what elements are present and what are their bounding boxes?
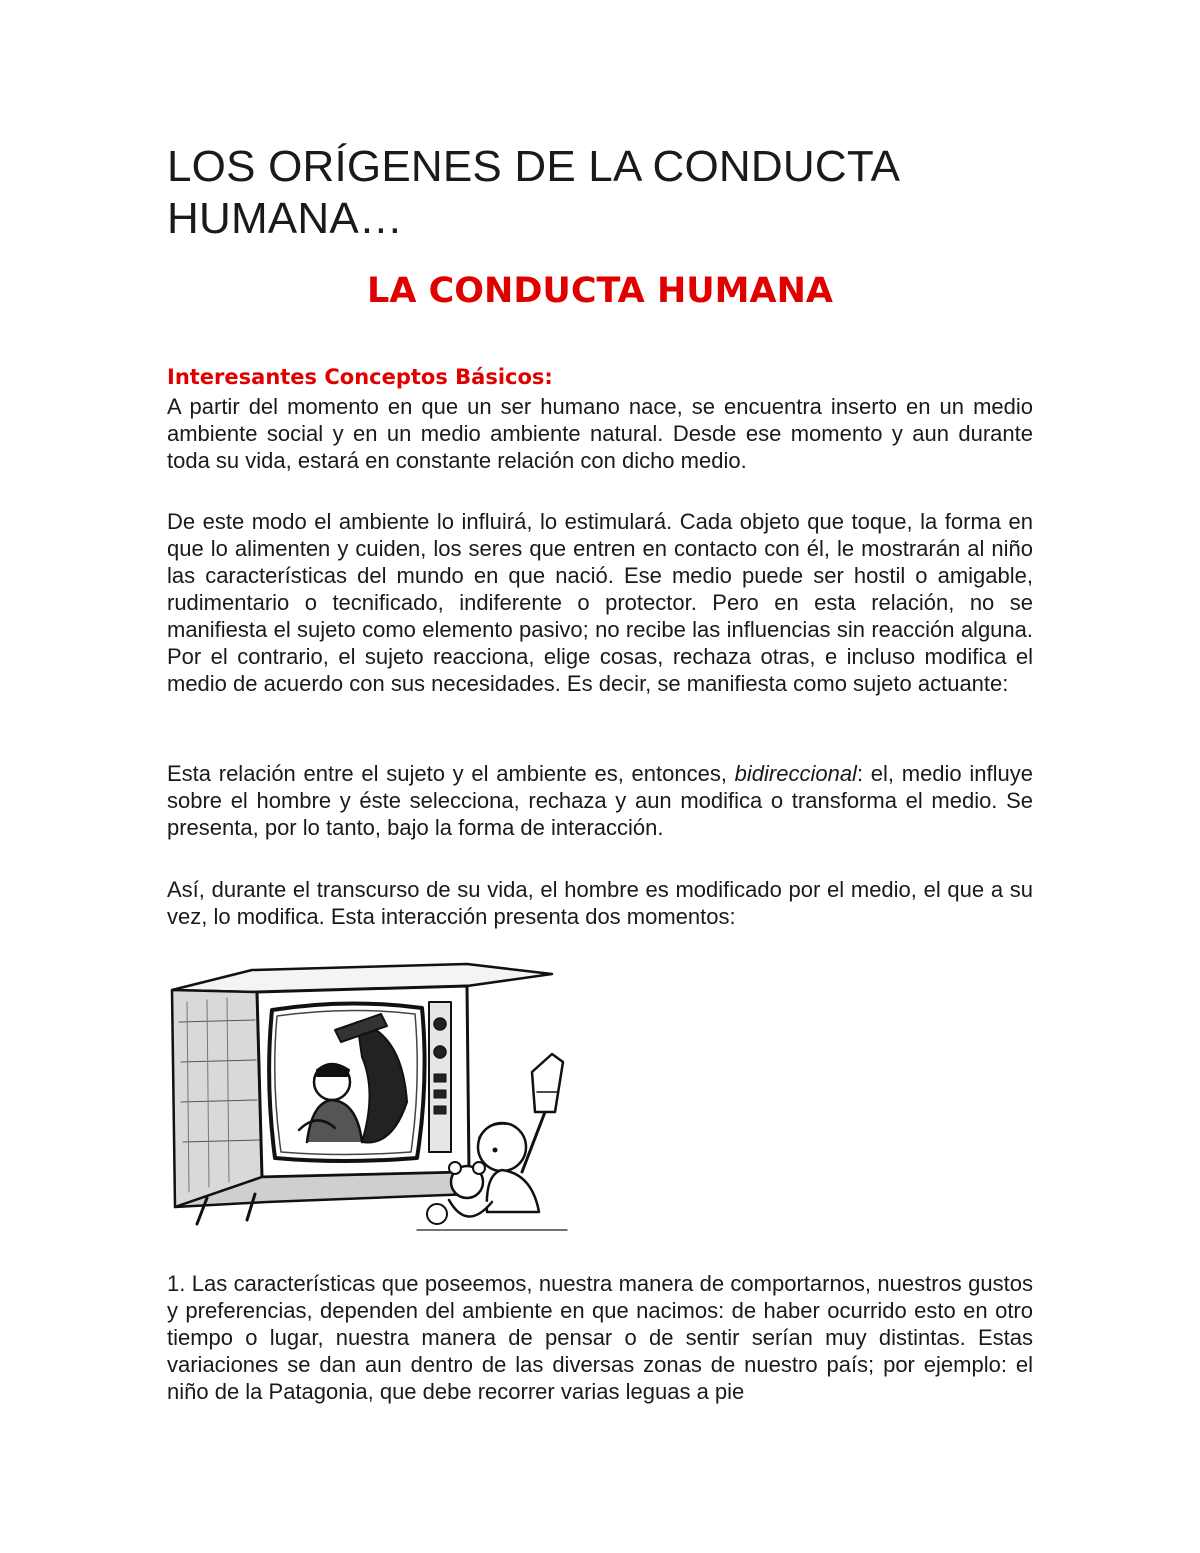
section-heading: Interesantes Conceptos Básicos: (167, 365, 553, 389)
paragraph-5: 1. Las características que poseemos, nuestra manera de comportarnos, nuestros gustos y preferencias, dependen del ambiente en que nacimos: de haber ocurrido esto en otro tiempo o lugar, nuestra manera de pensar o de sentir serían muy distintas. Estas variaciones se dan aun dentro de las diversas zonas de nuestro país; por ejemplo: el niño de la Patagonia, que debe recorrer varias leguas a pie (167, 1271, 1033, 1404)
paragraph-2: De este modo el ambiente lo influirá, lo estimulará. Cada objeto que toque, la forma en que lo alimenten y cuiden, los seres que entren en contacto con él, le mostrarán al niño las características del mundo en que nació. Ese medio puede ser hostil o amigable, rudimentario o tecnificado, indiferente o protector. Pero en esta relación, no se manifiesta el sujeto como elemento pasivo; no recibe las influencias sin reacción alguna. Por el contrario, el sujeto reacciona, elige cosas, rechaza otras, e incluso modifica el medio de acuerdo con sus necesidades. Es decir, se manifiesta como sujeto actuante: (167, 509, 1033, 696)
tv-child-illustration (167, 962, 573, 1238)
paragraph-3-after: : el, medio influye sobre el hombre y éste selecciona, rechaza y aun modifica o transforma el medio. Se presenta, por lo tanto, bajo la forma de interacción. (167, 761, 1033, 840)
document-subtitle: LA CONDUCTA HUMANA (367, 271, 833, 311)
paragraph-1: A partir del momento en que un ser humano nace, se encuentra inserto en un medio ambiente social y en un medio ambiente natural. Desde ese momento y aun durante toda su vida, estará en constante relación con dicho medio. (167, 394, 1033, 473)
paragraph-3-emphasis: bidireccional (734, 761, 857, 786)
document-title: LOS ORÍGENES DE LA CONDUCTA HUMANA… (167, 142, 898, 243)
paragraph-3-before: Esta relación entre el sujeto y el ambiente es, entonces, (167, 761, 735, 786)
paragraph-4: Así, durante el transcurso de su vida, el hombre es modificado por el medio, el que a su vez, lo modifica. Esta interacción presenta dos momentos: (167, 877, 1033, 929)
paragraph-3 (167, 760, 1033, 841)
